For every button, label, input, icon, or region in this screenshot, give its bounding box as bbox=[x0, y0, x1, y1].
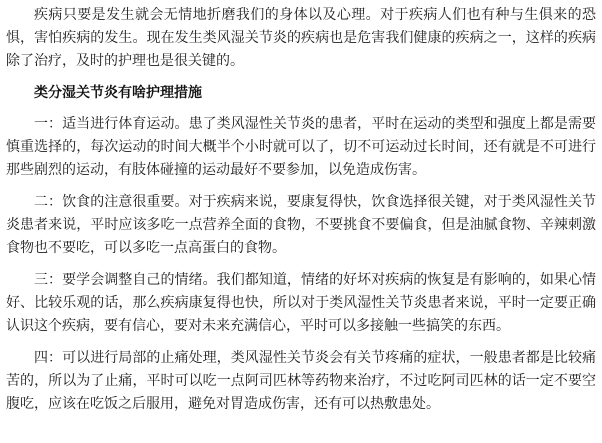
care-item-3: 三：要学会调整自己的情绪。我们都知道，情绪的好坏对疾病的恢复是有影响的，如果心情好、比较乐观的话，那么疾病康复得也快，所以对于类风湿性关节炎患者来说，平时一定要正确认识这个疾病，要有信心，要对未来充满信心，平时可以多接触一些搞笑的东西。 bbox=[6, 272, 596, 334]
care-item-2: 二：饮食的注意很重要。对于疾病来说，要康复得快，饮食选择很关键，对于类风湿性关节炎患者来说，平时应该多吃一点营养全面的食物，不要挑食不要偏食，但是油腻食物、辛辣刺激食物也不要吃，可以多吃一点高蛋白的食物。 bbox=[6, 194, 596, 256]
article-body bbox=[6, 4, 596, 425]
care-item-4: 四：可以进行局部的止痛处理，类风湿性关节炎会有关节疼痛的症状，一般患者都是比较痛苦的，所以为了止痛，平时可以吃一点阿司匹林等药物来治疗，不过吃阿司匹林的话一定不要空腹吃，应该在吃饭之后服用，避免对胃造成伤害，还有可以热敷患处。 bbox=[6, 350, 596, 412]
section-heading: 类分湿关节炎有啥护理措施 bbox=[34, 85, 202, 101]
care-item-1: 一：适当进行体育运动。患了类风湿性关节炎的患者，平时在运动的类型和强度上都是需要慎重选择的，每次运动的时间大概半个小时就可以了，切不可运动过长时间，还有就是不可进行那些剧烈的运动，有肢体碰撞的运动最好不要参加，以免造成伤害。 bbox=[6, 116, 596, 178]
intro-paragraph: 疾病只要是发生就会无情地折磨我们的身体以及心理。对于疾病人们也有种与生俱来的恐惧，害怕疾病的发生。现在发生类风湿关节炎的疾病也是危害我们健康的疾病之一，这样的疾病除了治疗，及时的护理也是很关键的。 bbox=[6, 7, 596, 69]
